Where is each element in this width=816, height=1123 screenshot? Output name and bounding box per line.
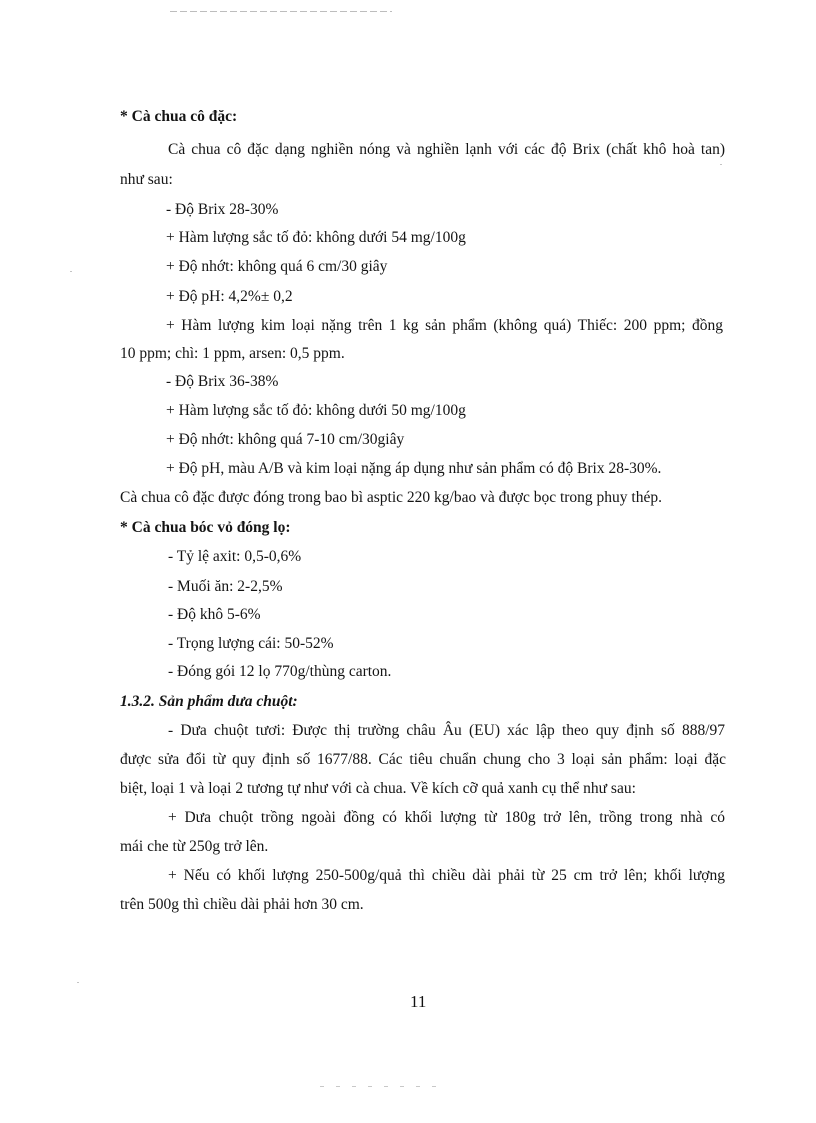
scan-speck — [720, 164, 722, 165]
spec-item: + Hàm lượng sắc tố đỏ: không dưới 50 mg/100g — [166, 402, 466, 419]
spec-item: - Đóng gói 12 lọ 770g/thùng carton. — [168, 663, 392, 680]
scan-artifact-bottom — [320, 1086, 440, 1087]
intro-line-2: như sau: — [120, 171, 173, 188]
cucumber-para1-line-1: - Dưa chuột tươi: Được thị trường châu Âu (EU) xác lập theo quy định số 888/97 — [168, 722, 725, 739]
section-heading-peeled: * Cà chua bóc vỏ đóng lọ: — [120, 519, 291, 536]
packaging-line: Cà chua cô đặc được đóng trong bao bì asptic 220 kg/bao và được bọc trong phuy thép. — [120, 489, 662, 506]
spec-item: + Độ nhớt: không quá 7-10 cm/30giây — [166, 431, 405, 448]
scan-speck — [77, 982, 79, 983]
spec-item: - Độ Brix 36-38% — [166, 373, 279, 390]
cucumber-para1-line-3: biệt, loại 1 và loại 2 tương tự như với cà chua. Về kích cỡ quả xanh cụ thể như sau: — [120, 780, 636, 797]
page-number: 11 — [410, 992, 427, 1011]
spec-item: - Độ khô 5-6% — [168, 606, 261, 623]
spec-item: + Hàm lượng sắc tố đỏ: không dưới 54 mg/100g — [166, 229, 466, 246]
metals-line-1: + Hàm lượng kim loại nặng trên 1 kg sản phẩm (không quá) Thiếc: 200 ppm; đồng — [166, 317, 723, 334]
spec-item: - Trọng lượng cái: 50-52% — [168, 635, 334, 652]
spec-item: - Tỷ lệ axit: 0,5-0,6% — [168, 548, 302, 565]
spec-item: + Độ pH: 4,2%± 0,2 — [166, 288, 293, 305]
section-heading-cucumber: 1.3.2. Sản phẩm dưa chuột: — [120, 693, 298, 710]
spec-item: + Độ pH, màu A/B và kim loại nặng áp dụng như sản phẩm có độ Brix 28-30%. — [166, 460, 662, 477]
spec-item: + Độ nhớt: không quá 6 cm/30 giây — [166, 258, 388, 275]
spec-item: - Muối ăn: 2-2,5% — [168, 578, 283, 595]
spec-item: - Độ Brix 28-30% — [166, 201, 279, 218]
cucumber-para2-line-1: + Dưa chuột trồng ngoài đồng có khối lượng từ 180g trở lên, trồng trong nhà có — [168, 809, 725, 826]
metals-line-2: 10 ppm; chì: 1 ppm, arsen: 0,5 ppm. — [120, 345, 345, 362]
cucumber-para3-line-2: trên 500g thì chiều dài phải hơn 30 cm. — [120, 896, 364, 913]
scan-artifact-top — [170, 11, 392, 12]
section-heading-concentrate: * Cà chua cô đặc: — [120, 108, 238, 125]
intro-line-1: Cà chua cô đặc dạng nghiền nóng và nghiền lạnh với các độ Brix (chất khô hoà tan) — [168, 141, 725, 158]
cucumber-para2-line-2: mái che từ 250g trở lên. — [120, 838, 269, 855]
cucumber-para3-line-1: + Nếu có khối lượng 250-500g/quả thì chiều dài phải từ 25 cm trở lên; khối lượng — [168, 867, 725, 884]
cucumber-para1-line-2: được sửa đổi từ quy định số 1677/88. Các tiêu chuẩn chung cho 3 loại sản phẩm: loại đặc — [120, 751, 726, 768]
scan-speck — [70, 271, 72, 272]
